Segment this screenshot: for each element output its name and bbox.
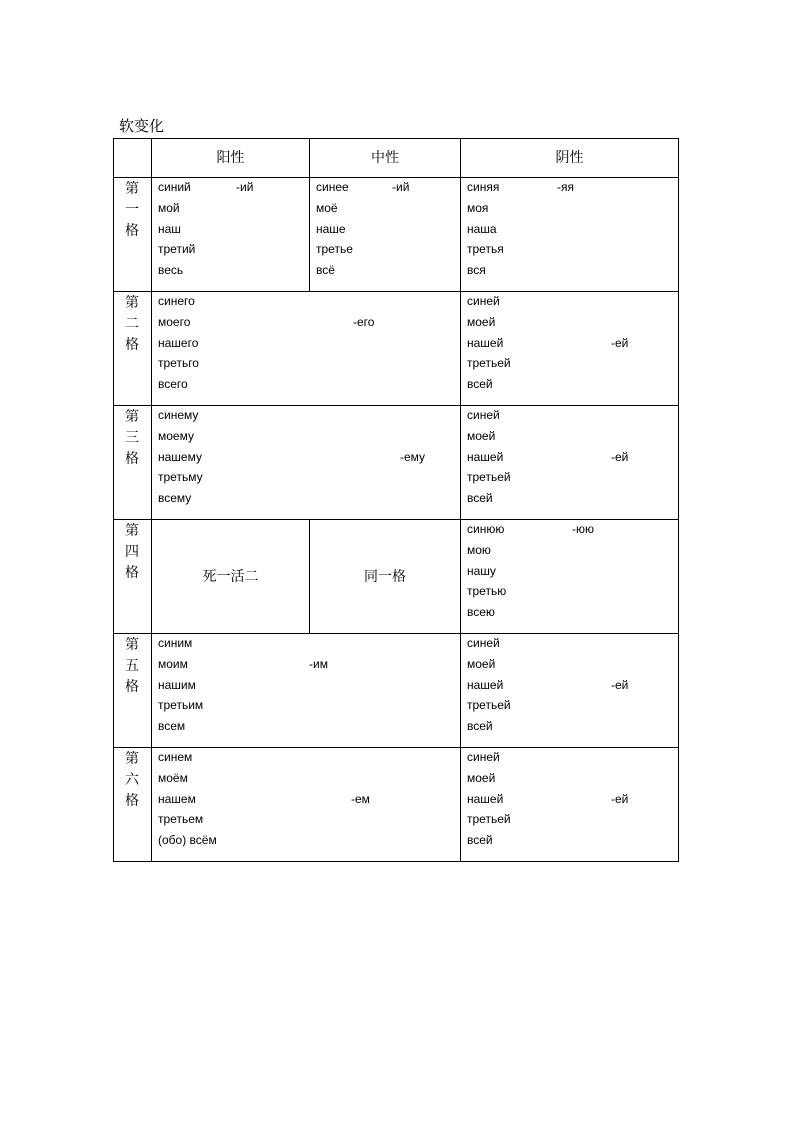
word-form: синей: [467, 294, 500, 308]
word-form: синей: [467, 408, 500, 422]
case-2-masc-neuter-ending: -его: [353, 315, 375, 329]
word-form: мой: [158, 200, 180, 215]
word-form: нашем: [158, 791, 196, 806]
case-label-2: [113, 291, 151, 355]
case-4-feminine-words: [467, 519, 506, 623]
word-form: всего: [158, 377, 188, 392]
header-neuter: 中性: [371, 149, 399, 165]
word-form: нашим: [158, 677, 196, 692]
word-form: моей: [467, 770, 496, 785]
case-6-masc-neuter-ending: -ем: [351, 792, 370, 806]
case-label-4: [113, 519, 151, 583]
word-form: синему: [158, 408, 199, 422]
word-form: нашему: [158, 449, 202, 464]
word-form: моём: [158, 770, 188, 785]
case-label-char: 第: [125, 180, 139, 196]
case-6-masc-neuter-words: [158, 747, 217, 851]
word-form: третью: [467, 584, 507, 599]
word-form: всему: [158, 491, 192, 506]
case-1-neuter-words: [316, 177, 353, 281]
word-form: всей: [467, 491, 493, 506]
word-form: наша: [467, 221, 497, 236]
word-form: вся: [467, 263, 486, 278]
word-form: третьму: [158, 470, 203, 485]
case-label-char: 一: [125, 201, 139, 217]
word-form: третьей: [467, 698, 511, 713]
word-form: третьим: [158, 698, 204, 713]
case-label-char: 格: [125, 678, 139, 694]
word-form: нашей: [467, 335, 504, 350]
word-form: нашего: [158, 335, 199, 350]
word-form: третьей: [467, 470, 511, 485]
case-label-char: 第: [125, 294, 139, 310]
word-form: моего: [158, 314, 191, 329]
header-masculine: 阳性: [216, 149, 245, 165]
word-form: синем: [158, 750, 193, 764]
case-5-feminine-words: [467, 633, 511, 737]
case-label-char: 二: [125, 315, 139, 331]
table-rule: [151, 138, 152, 862]
case-label-char: 格: [125, 222, 139, 238]
case-3-masc-neuter-words: [158, 405, 203, 509]
table-rule: [460, 138, 461, 862]
word-form: синюю: [467, 522, 505, 536]
word-form: нашей: [467, 449, 504, 464]
word-form: третьго: [158, 356, 199, 371]
page-title: 软变化: [119, 118, 165, 135]
case-label-char: 三: [125, 429, 139, 445]
case-label-char: 第: [125, 750, 139, 766]
word-form: нашу: [467, 563, 496, 578]
case-label-char: 格: [125, 450, 139, 466]
table-rule: [678, 138, 679, 862]
case-4-masculine-note: 死一活二: [202, 568, 259, 584]
case-5-masc-neuter-words: [158, 633, 203, 737]
word-form: наше: [316, 221, 346, 236]
case-2-feminine-ending: -ей: [611, 336, 629, 350]
declension-table: [113, 138, 679, 862]
case-1-feminine-words: [467, 177, 504, 281]
word-form: третьей: [467, 356, 511, 371]
word-form: наш: [158, 221, 181, 236]
case-label-char: 六: [125, 771, 139, 787]
word-form: синий: [158, 180, 191, 194]
table-rule: [113, 861, 679, 862]
case-5-feminine-ending: -ей: [611, 678, 629, 692]
word-form: синим: [158, 636, 193, 650]
word-form: весь: [158, 263, 184, 278]
case-6-feminine-ending: -ей: [611, 792, 629, 806]
case-label-char: 格: [125, 564, 139, 580]
word-form: третий: [158, 242, 196, 257]
case-label-5: [113, 633, 151, 697]
case-1-feminine-ending: -яя: [557, 180, 574, 194]
case-label-char: 五: [125, 657, 139, 673]
case-label-3: [113, 405, 151, 469]
word-form: моё: [316, 200, 338, 215]
case-3-feminine-ending: -ей: [611, 450, 629, 464]
case-1-masculine-words: [158, 177, 195, 281]
word-form: нашей: [467, 677, 504, 692]
word-form: третье: [316, 242, 353, 257]
header-feminine: 阴性: [555, 149, 584, 165]
word-form: моей: [467, 428, 496, 443]
case-label-char: 四: [125, 543, 139, 559]
word-form: моя: [467, 200, 489, 215]
word-form: нашей: [467, 791, 504, 806]
case-2-masc-neuter-words: [158, 291, 199, 395]
word-form: моей: [467, 314, 496, 329]
word-form: синее: [316, 180, 349, 194]
case-label-1: [113, 177, 151, 241]
case-4-feminine-ending: -юю: [572, 522, 594, 536]
case-label-char: 格: [125, 792, 139, 808]
case-1-neuter-ending: -ий: [392, 180, 410, 194]
case-2-feminine-words: [467, 291, 511, 395]
word-form: синего: [158, 294, 195, 308]
word-form: третьем: [158, 812, 204, 827]
case-3-feminine-words: [467, 405, 511, 509]
word-form: всей: [467, 833, 493, 848]
case-6-feminine-words: [467, 747, 511, 851]
word-form: синей: [467, 636, 500, 650]
word-form: всё: [316, 263, 335, 278]
word-form: всей: [467, 377, 493, 392]
word-form: (обо) всём: [158, 833, 217, 848]
case-label-char: 第: [125, 408, 139, 424]
word-form: всей: [467, 719, 493, 734]
case-5-masc-neuter-ending: -им: [309, 657, 328, 671]
case-label-char: 第: [125, 636, 139, 652]
case-4-neuter-note: 同一格: [364, 568, 406, 584]
case-label-char: 第: [125, 522, 139, 538]
case-3-masc-neuter-ending: -ему: [400, 450, 426, 464]
word-form: третья: [467, 242, 504, 257]
word-form: синяя: [467, 180, 500, 194]
word-form: моей: [467, 656, 496, 671]
word-form: всею: [467, 605, 495, 620]
table-rule: [113, 519, 679, 520]
word-form: третьей: [467, 812, 511, 827]
word-form: синей: [467, 750, 500, 764]
case-label-6: [113, 747, 151, 811]
case-label-char: 格: [125, 336, 139, 352]
case-1-masculine-ending: -ий: [236, 180, 254, 194]
word-form: моему: [158, 428, 194, 443]
word-form: мою: [467, 542, 491, 557]
word-form: всем: [158, 719, 186, 734]
word-form: моим: [158, 656, 188, 671]
